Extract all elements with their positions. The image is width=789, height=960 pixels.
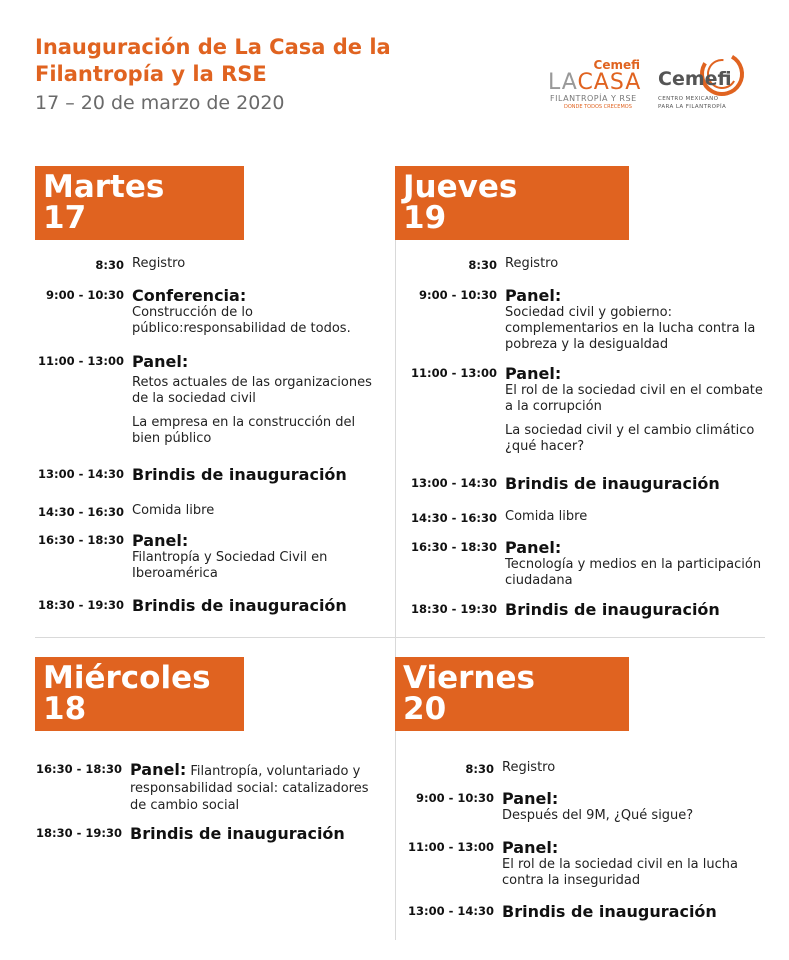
day-name: Viernes	[403, 660, 535, 696]
cemefi-logo-line2: PARA LA FILANTROPÍA	[658, 104, 727, 110]
list-item	[465, 760, 762, 776]
event-description: Filantropía y Sociedad Civil en Iberoamérica	[132, 550, 328, 581]
event-time: 9:00 - 10:30	[46, 288, 124, 302]
event-description: Filantropía, voluntariado y responsabilidad social: catalizadores de cambio social	[130, 764, 369, 813]
event-time: 18:30 - 19:30	[411, 602, 497, 616]
event-time: 11:00 - 13:00	[411, 366, 497, 380]
event-description: El rol de la sociedad civil en el combate a la corrupción	[505, 383, 763, 414]
list-item	[416, 789, 762, 824]
event-dates: 17 – 20 de marzo de 2020	[35, 92, 285, 114]
event-heading: Brindis de inauguración	[505, 474, 720, 493]
event-time: 9:00 - 10:30	[416, 791, 494, 805]
list-item	[411, 364, 765, 455]
event-text: Registro	[505, 256, 559, 271]
event-description: Tecnología y medios en la participación ciudadana	[505, 557, 762, 588]
day-number: 18	[43, 691, 87, 727]
event-description: Construcción de lo público:responsabilidad de todos.	[132, 305, 351, 336]
event-heading: Brindis de inauguración	[502, 902, 717, 921]
event-heading: Panel:	[132, 352, 189, 371]
event-heading: Panel:	[502, 838, 559, 857]
event-heading: Brindis de inauguración	[132, 596, 347, 615]
event-heading: Panel:	[505, 286, 562, 305]
list-item	[419, 286, 765, 353]
row-divider	[35, 637, 765, 638]
day-name: Jueves	[403, 169, 518, 205]
list-item	[95, 256, 382, 272]
event-time: 11:00 - 13:00	[408, 840, 494, 854]
day-name: Martes	[43, 169, 165, 205]
list-item	[36, 760, 380, 814]
page-title: Inauguración de La Casa de la Filantropía y la RSE	[35, 35, 391, 86]
day-number: 19	[403, 200, 447, 236]
day-number: 20	[403, 691, 447, 727]
event-time: 14:30 - 16:30	[38, 505, 124, 519]
event-text: Registro	[132, 256, 186, 271]
list-item	[411, 509, 765, 525]
event-heading: Brindis de inauguración	[130, 824, 345, 843]
day-header-miercoles	[35, 657, 244, 731]
day-name: Miércoles	[43, 660, 211, 696]
la-casa-logo	[548, 58, 640, 114]
event-time: 18:30 - 19:30	[36, 826, 122, 840]
event-inline	[130, 760, 380, 814]
la-casa-logo-subtitle: FILANTROPÍA Y RSE	[550, 94, 637, 103]
event-time: 9:00 - 10:30	[419, 288, 497, 302]
event-time: 18:30 - 19:30	[38, 598, 124, 612]
list-item	[408, 902, 762, 921]
event-heading: Panel:	[505, 364, 562, 383]
event-text: Comida libre	[505, 509, 588, 524]
event-time: 13:00 - 14:30	[411, 476, 497, 490]
event-heading: Brindis de inauguración	[505, 600, 720, 619]
event-heading: Panel:	[505, 538, 562, 557]
list-item	[408, 838, 762, 889]
event-text: Comida libre	[132, 503, 215, 518]
list-item	[38, 531, 382, 582]
event-heading: Panel:	[502, 789, 559, 808]
event-description: Retos actuales de las organizaciones de la sociedad civil	[132, 375, 372, 406]
event-time: 16:30 - 18:30	[411, 540, 497, 554]
event-heading: Panel:	[132, 531, 189, 550]
event-description: Después del 9M, ¿Qué sigue?	[502, 808, 694, 823]
event-description-2: La sociedad civil y el cambio climático ¿qué hacer?	[505, 423, 755, 454]
event-description: El rol de la sociedad civil en la lucha contra la inseguridad	[502, 857, 738, 888]
list-item	[38, 465, 382, 484]
list-item	[411, 538, 765, 589]
day-header-jueves	[395, 166, 629, 240]
event-description-2: La empresa en la construcción del bien público	[132, 415, 356, 446]
event-description: Sociedad civil y gobierno: complementarios en la lucha contra la pobreza y la desigualdad	[505, 305, 756, 352]
la-casa-logo-tagline: DONDE TODOS CRECEMOS	[564, 104, 632, 110]
event-time: 11:00 - 13:00	[38, 354, 124, 368]
event-heading: Panel:	[130, 760, 187, 779]
event-time: 13:00 - 14:30	[408, 904, 494, 918]
la-casa-logo-brand: Cemefi	[593, 58, 640, 72]
event-time: 8:30	[465, 762, 494, 776]
list-item	[411, 474, 765, 493]
list-item	[46, 286, 382, 337]
la-casa-logo-wordmark: LACASA	[548, 70, 642, 95]
event-time: 16:30 - 18:30	[38, 533, 124, 547]
list-item	[38, 503, 382, 519]
cemefi-logo-name: Cemefi	[658, 68, 732, 90]
event-time: 14:30 - 16:30	[411, 511, 497, 525]
event-time: 8:30	[95, 258, 124, 272]
event-heading: Conferencia:	[132, 286, 247, 305]
event-heading: Brindis de inauguración	[132, 465, 347, 484]
list-item	[38, 352, 382, 447]
day-header-martes	[35, 166, 244, 240]
list-item	[38, 596, 382, 615]
list-item	[411, 600, 765, 619]
cemefi-logo-line1: CENTRO MEXICANO	[658, 96, 719, 102]
event-time: 13:00 - 14:30	[38, 467, 124, 481]
event-text: Registro	[502, 760, 556, 775]
list-item	[468, 256, 765, 272]
cemefi-logo	[656, 50, 756, 115]
day-header-viernes	[395, 657, 629, 731]
event-time: 16:30 - 18:30	[36, 762, 122, 776]
day-number: 17	[43, 200, 87, 236]
column-divider	[395, 170, 396, 940]
event-time: 8:30	[468, 258, 497, 272]
list-item	[36, 824, 380, 843]
